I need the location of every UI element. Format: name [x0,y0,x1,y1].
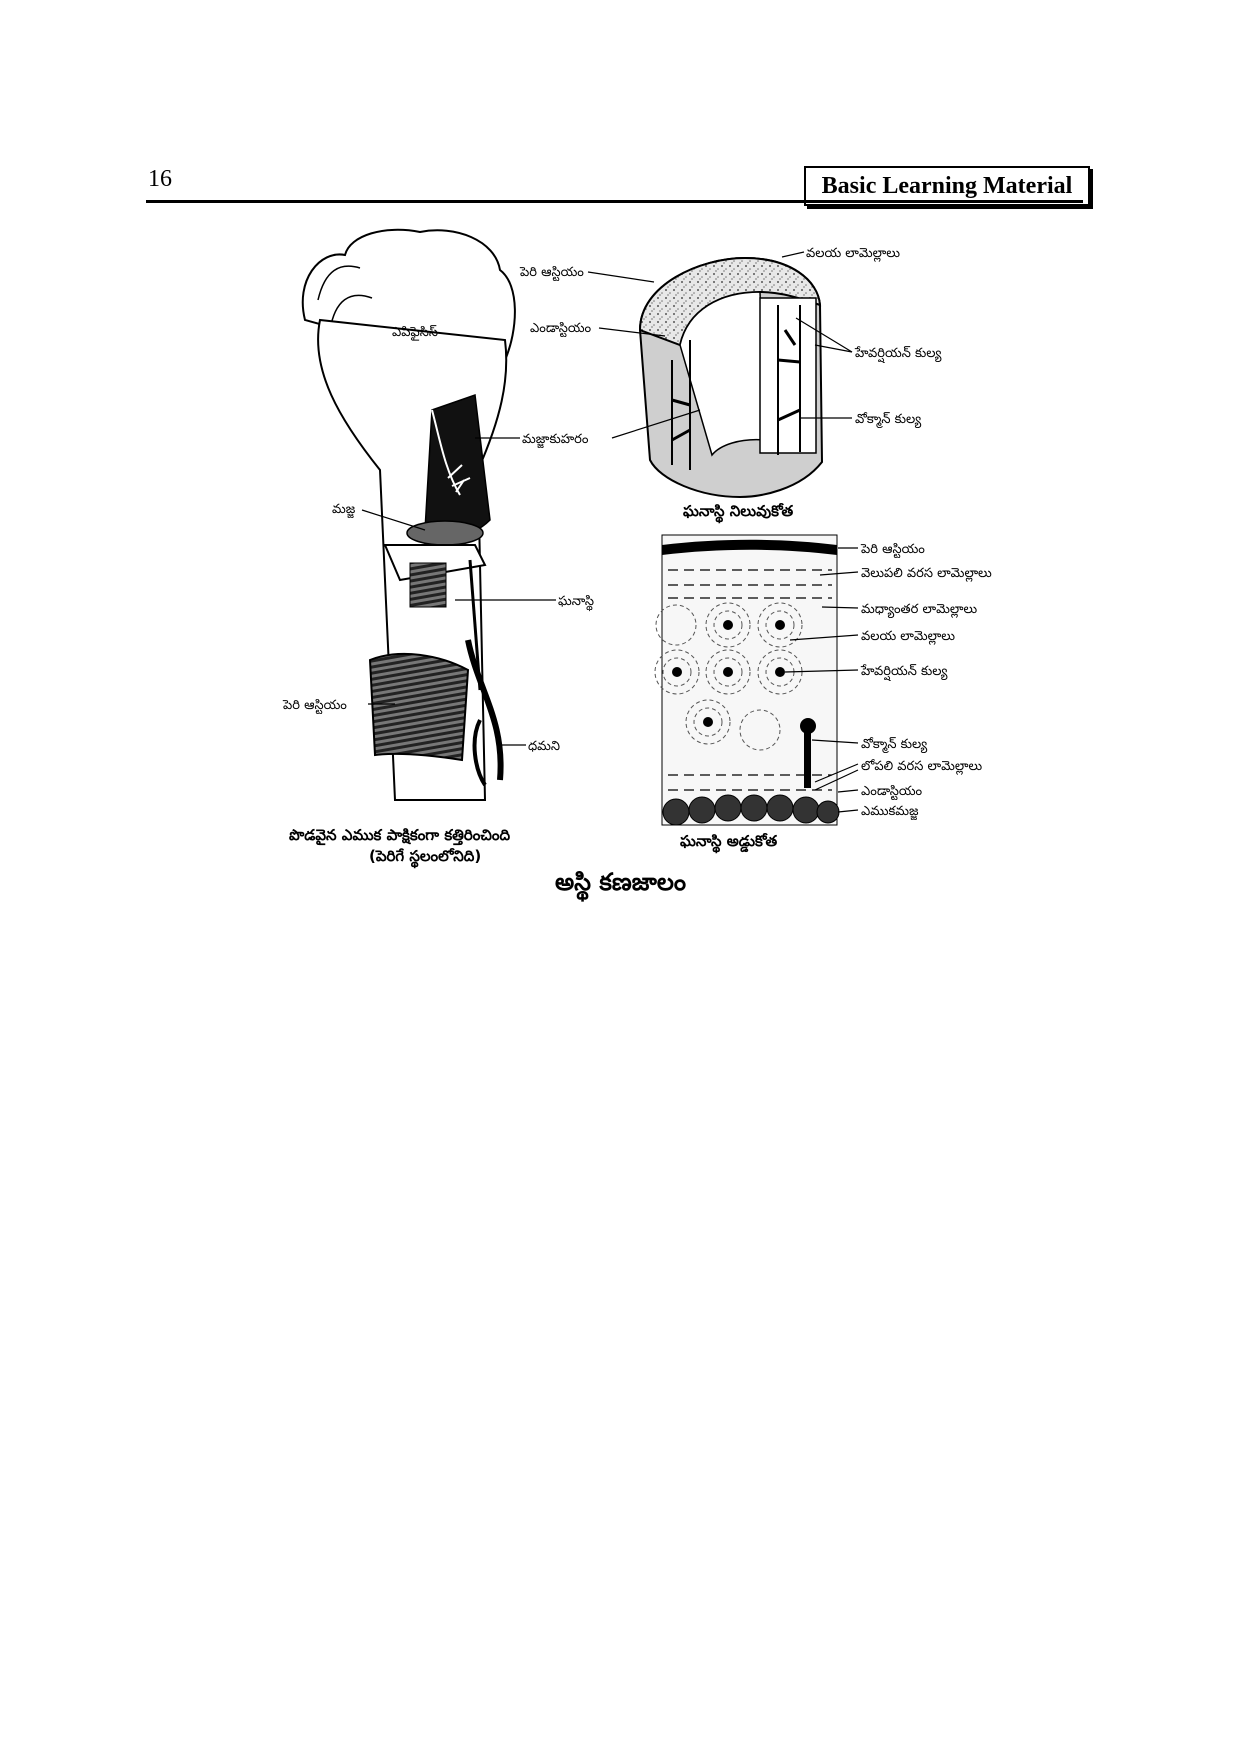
label-epiphysis: ఎపిఫైసిస్ [392,325,438,340]
label-marrow-cavity: మజ్జాకుహరం [522,432,589,447]
caption-long-bone-1: పొడవైన ఎముక పాక్షికంగా కత్తిరించింది [289,826,511,844]
label-outer-lamellae: వెలుపలి వరస లామెల్లాలు [861,566,992,581]
page-number: 16 [148,166,172,192]
label-periosteum-long: పెరి ఆస్టియం [520,265,584,280]
label-bone-marrow: ఎముకమజ్జ [861,804,919,819]
label-compact-bone: ఘనాస్థి [558,594,594,609]
caption-long-bone-2: (పెరిగే స్థలంలోనిది) [369,847,482,865]
label-circular-lamellae-long: వలయ లామెల్లాలు [806,246,901,261]
label-marrow: మజ్జ [332,502,356,517]
figure-main-title: అస్థి కణజాలం [554,868,687,896]
label-periosteum-left: పెరి ఆస్టియం [283,698,347,713]
label-endosteum-cross: ఎండాస్టియం [861,784,923,799]
label-haversian-canal-long: హేవర్షియన్ కుల్య [855,346,942,361]
label-inner-lamellae: లోపలి వరస లామెల్లాలు [861,759,983,774]
label-artery: ధమని [528,739,561,754]
longitudinal-section-drawing [588,252,852,497]
label-circular-lamellae-cross: వలయ లామెల్లాలు [861,629,956,644]
label-endosteum-long: ఎండాస్టియం [530,321,592,336]
label-haversian-canal-cross: హేవర్షియన్ కుల్య [861,664,948,679]
caption-cross: ఘనాస్థి అడ్డుకోత [680,832,778,850]
label-interstitial-lamellae: మధ్యాంతర లామెల్లాలు [861,602,978,617]
label-volkmann-canal-long: వోక్మాన్ కుల్య [855,412,922,427]
caption-longitudinal: ఘనాస్థి నిలువుకోత [683,502,794,520]
label-volkmann-canal-cross: వోక్మాన్ కుల్య [861,737,928,752]
label-periosteum-cross: పెరి ఆస్టియం [861,542,925,557]
cross-section-drawing [655,535,858,825]
header-title: Basic Learning Material [821,172,1073,199]
